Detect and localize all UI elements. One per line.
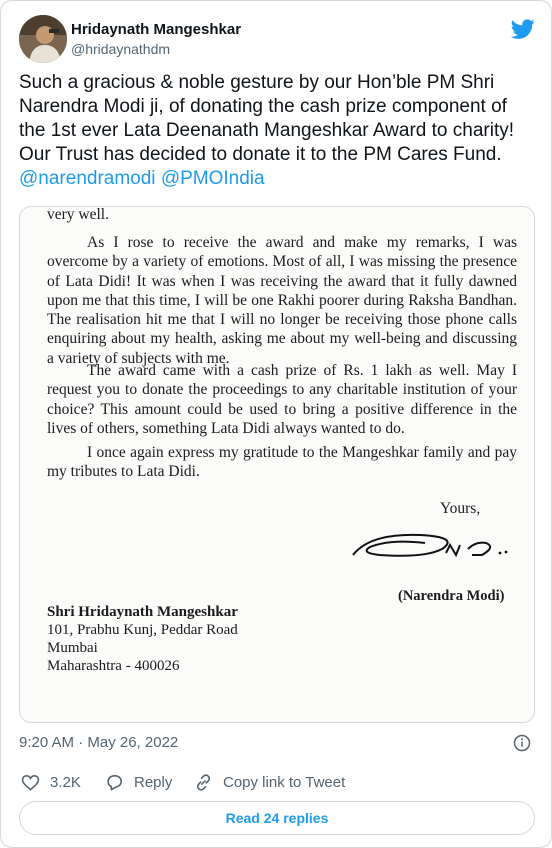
twitter-bird-icon[interactable] [511,17,535,41]
tweet-actions [19,771,535,793]
like-count: 3.2K [50,773,81,791]
attached-image[interactable] [19,206,535,723]
reply-icon [105,773,124,792]
mention-link[interactable]: @PMOIndia [160,168,265,189]
tweet-header [19,15,535,65]
letter-paragraph: I once again express my gratitude to the Mangeshkar family and pay my tributes to Lata Didi. [47,444,517,481]
tweet-body: Such a gracious & noble gesture by our Hon’ble PM Shri Narendra Modi ji, of donating the cash prize component of the 1st ever Lata Deenanath Mangeshkar Award to charity! Our Trust has decided to donate it to the PM Cares Fund. [19,72,515,165]
like-button[interactable] [21,771,81,793]
address-line: Shri Hridaynath Mangeshkar [47,604,238,620]
recipient-address [47,603,238,675]
timestamp[interactable]: 9:20 AM · May 26, 2022 [19,734,179,751]
signature-image [350,525,515,565]
info-icon[interactable] [513,734,531,752]
copy-link-button[interactable] [194,771,345,793]
heart-icon [21,773,40,792]
address-line: Mumbai [47,640,98,656]
tweet-meta [19,734,535,754]
address-line: Maharashtra - 400026 [47,658,180,674]
signatory-name: (Narendra Modi) [398,588,505,604]
copy-link-icon [194,773,213,792]
read-replies-button[interactable]: Read 24 replies [19,801,535,835]
letter-paragraph: As I rose to receive the award and make my remarks, I was overcome by a variety of emotions. Most of all, I was missing the presence of Lata Didi! It was when I was receiving the award that it fully dawned upon me that this time, I will be one Rakhi poorer during Raksha Bandhan. The realisation hit me that I will no longer be receiving those phone calls enquiring about my health, asking me about my well-being and discussing a variety of subjects with me. [47,234,517,367]
copy-link-label: Copy link to Tweet [223,773,346,791]
letter-paragraph: The award came with a cash prize of Rs. 1 lakh as well. May I request you to donate the proceedings to any charitable institution of your choice? This amount could be used to bring a positive difference in the lives of others, something Lata Didi always wanted to do. [47,362,517,437]
reply-button[interactable] [105,771,172,793]
author-name[interactable]: Hridaynath Mangeshkar [71,21,242,38]
author-handle[interactable]: @hridaynathdm [71,41,171,57]
letter-document [20,207,534,722]
avatar[interactable] [19,15,67,63]
mention-link[interactable]: @narendramodi [19,168,156,189]
address-line: 101, Prabhu Kunj, Peddar Road [47,622,238,638]
tweet-text [19,71,535,191]
letter-paragraph: very well. [47,206,109,223]
letter-closing: Yours, [440,500,481,517]
reply-label: Reply [134,773,173,791]
